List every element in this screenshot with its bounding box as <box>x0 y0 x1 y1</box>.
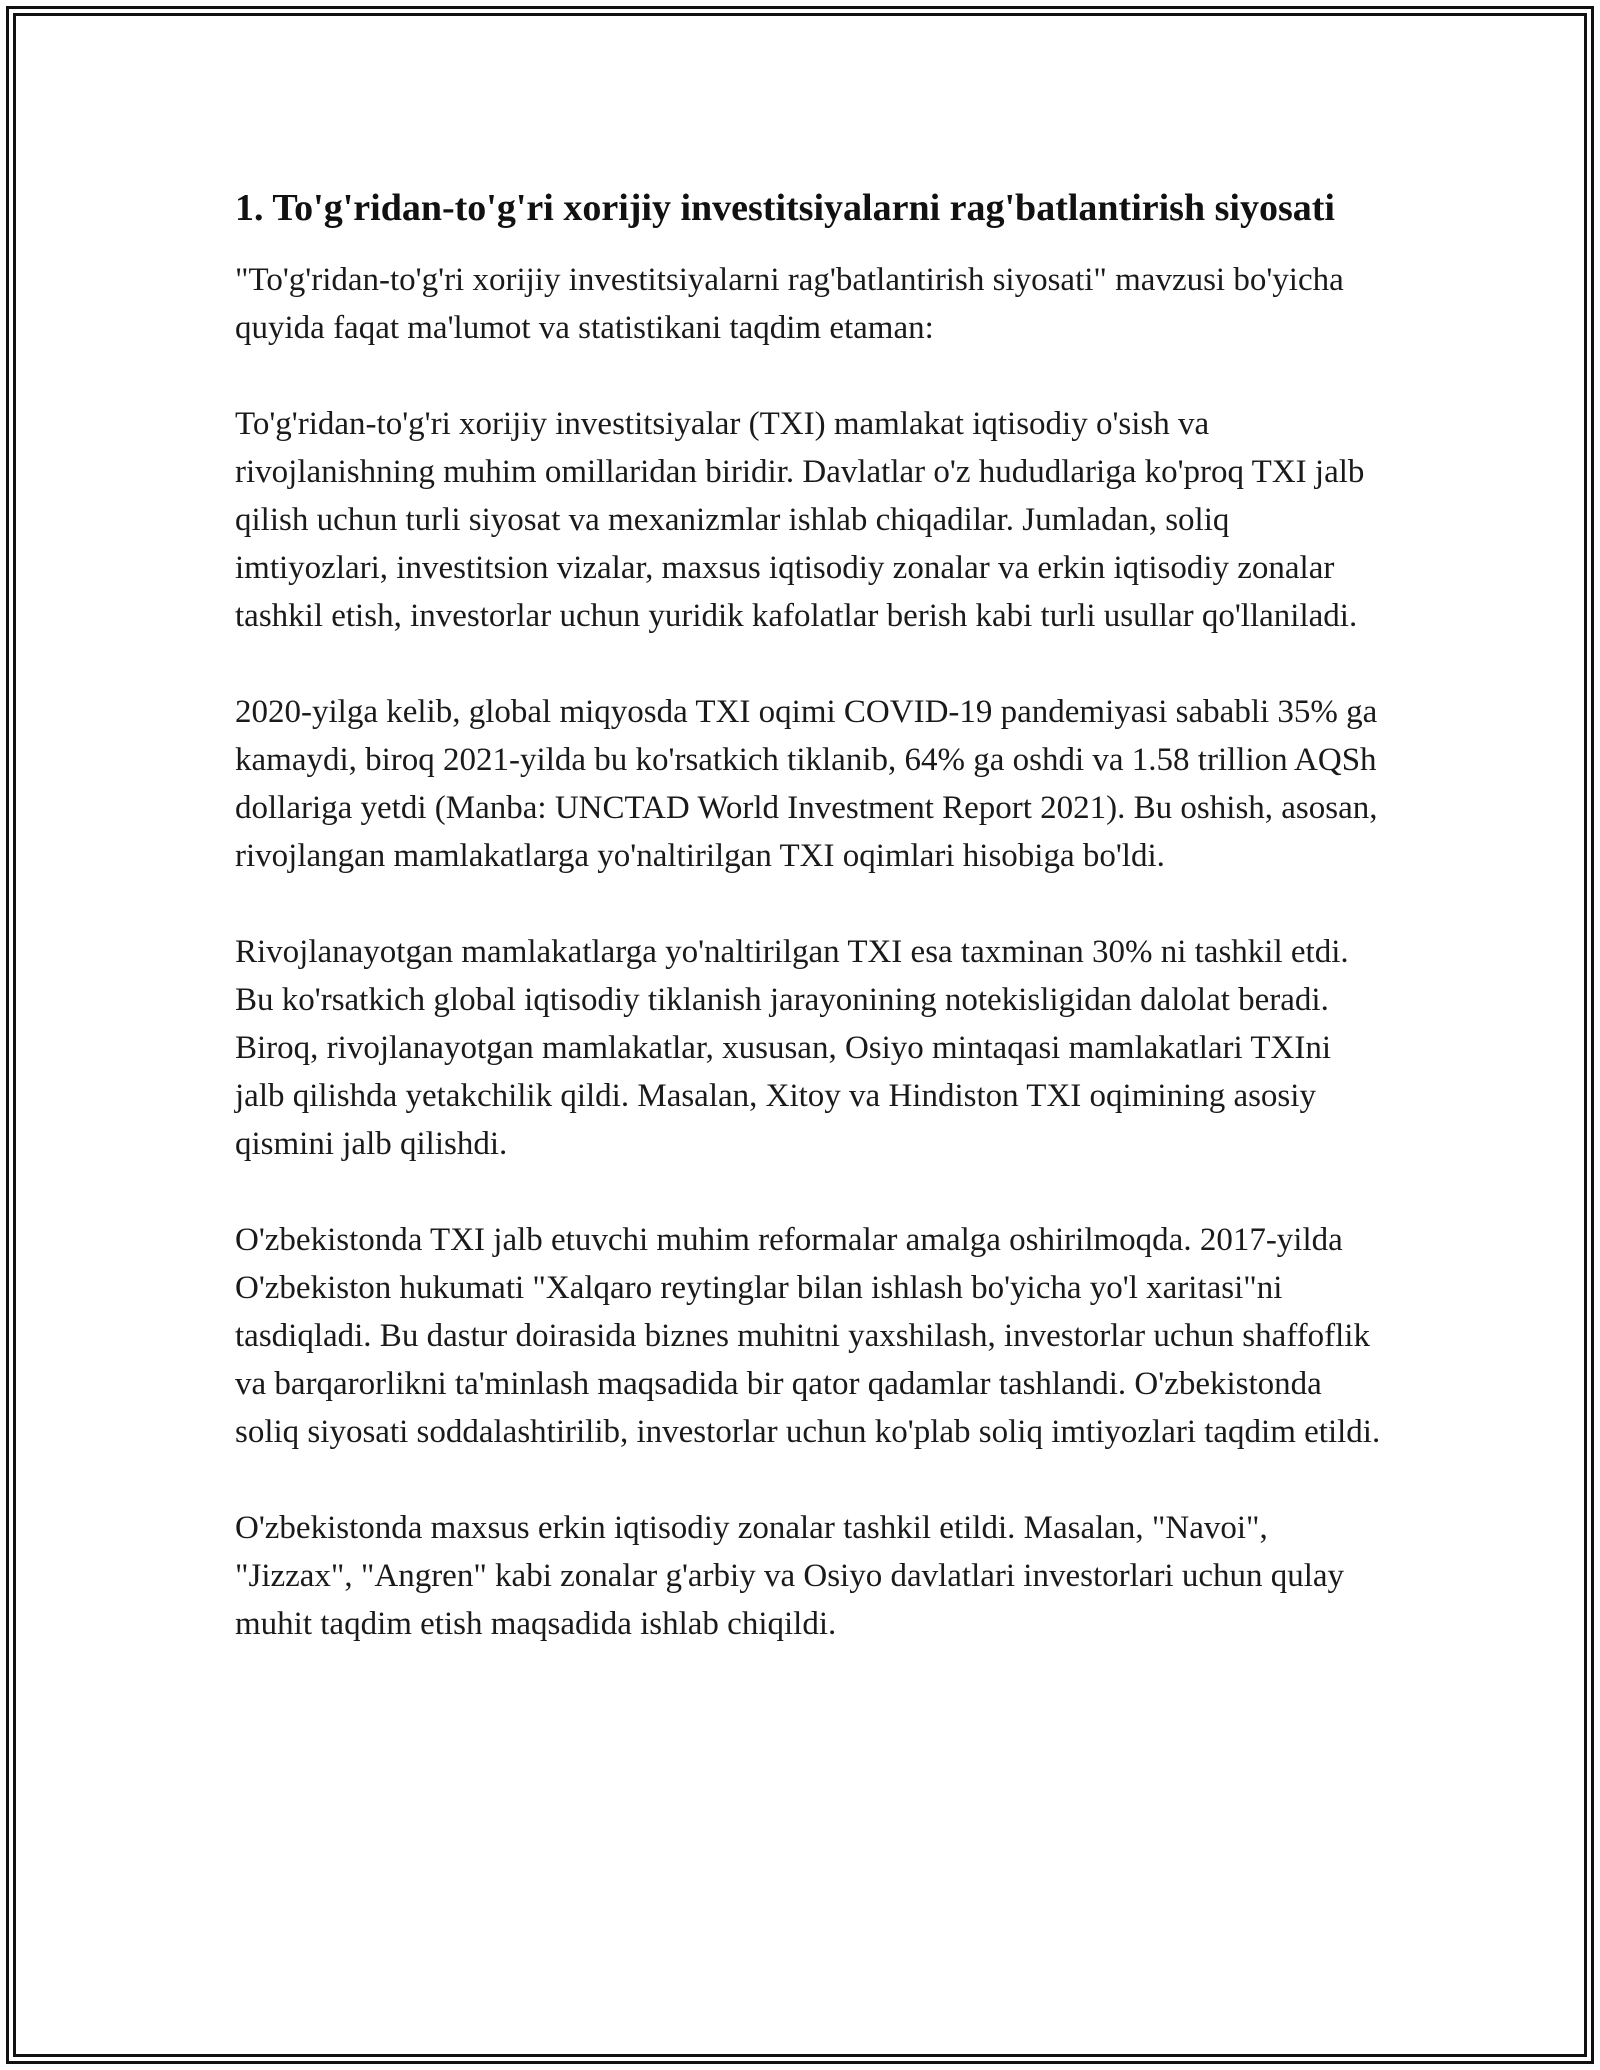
document-body <box>235 180 1385 1696</box>
paragraph-txi-definition: To'g'ridan-to'g'ri xorijiy investitsiyalar (TXI) mamlakat iqtisodiy o'sish va rivojlanishning muhim omillaridan biridir. Davlatlar o'z hududlariga ko'proq TXI jalb qilish uchun turli siyosat va mexanizmlar ishlab chiqadilar. Jumladan, soliq imtiyozlari, investitsion vizalar, maxsus iqtisodiy zonalar va erkin iqtisodiy zonalar tashkil etish, investorlar uchun yuridik kafolatlar berish kabi turli usullar qo'llaniladi. <box>235 406 1365 634</box>
paragraph-free-economic-zones: O'zbekistonda maxsus erkin iqtisodiy zonalar tashkil etildi. Masalan, "Navoi", "Jizzax", "Angren" kabi zonalar g'arbiy va Osiyo davlatlari investorlari uchun qulay muhit taqdim etish maqsadida ishlab chiqildi. <box>235 1510 1345 1642</box>
paragraph-developing-countries: Rivojlanayotgan mamlakatlarga yo'naltirilgan TXI esa taxminan 30% ni tashkil etdi. Bu ko'rsatkich global iqtisodiy tiklanish jarayonining notekisligidan dalolat beradi. Biroq, rivojlanayotgan mamlakatlar, xususan, Osiyo mintaqasi mamlakatlari TXIni jalb qilishda yetakchilik qildi. Masalan, Xitoy va Hindiston TXI oqimining asosiy qismini jalb qilishdi. <box>235 934 1349 1162</box>
paragraph-intro: "To'g'ridan-to'g'ri xorijiy investitsiyalarni rag'batlantirish siyosati" mavzusi bo'yicha quyida faqat ma'lumot va statistikani taqdim etaman: <box>235 262 1344 346</box>
paragraph-uzbekistan-reforms: O'zbekistonda TXI jalb etuvchi muhim reformalar amalga oshirilmoqda. 2017-yilda O'zbekiston hukumati "Xalqaro reytinglar bilan ishlash bo'yicha yo'l xaritasi"ni tasdiqladi. Bu dastur doirasida biznes muhitni yaxshilash, investorlar uchun shaffoflik va barqarorlikni ta'minlash maqsadida bir qator qadamlar tashlandi. O'zbekistonda soliq siyosati soddalashtirilib, investorlar uchun ko'plab soliq imtiyozlari taqdim etildi. <box>235 1222 1381 1450</box>
paragraph-global-statistics: 2020-yilga kelib, global miqyosda TXI oqimi COVID-19 pandemiyasi sababli 35% ga kamaydi, biroq 2021-yilda bu ko'rsatkich tiklanib, 64% ga oshdi va 1.58 trillion AQSh dollariga yetdi (Manba: UNCTAD World Investment Report 2021). Bu oshish, asosan, rivojlangan mamlakatlarga yo'naltirilgan TXI oqimlari hisobiga bo'ldi. <box>235 694 1378 874</box>
section-heading: 1. To'g'ridan-to'g'ri xorijiy investitsiyalarni rag'batlantirish siyosati <box>235 187 1335 229</box>
